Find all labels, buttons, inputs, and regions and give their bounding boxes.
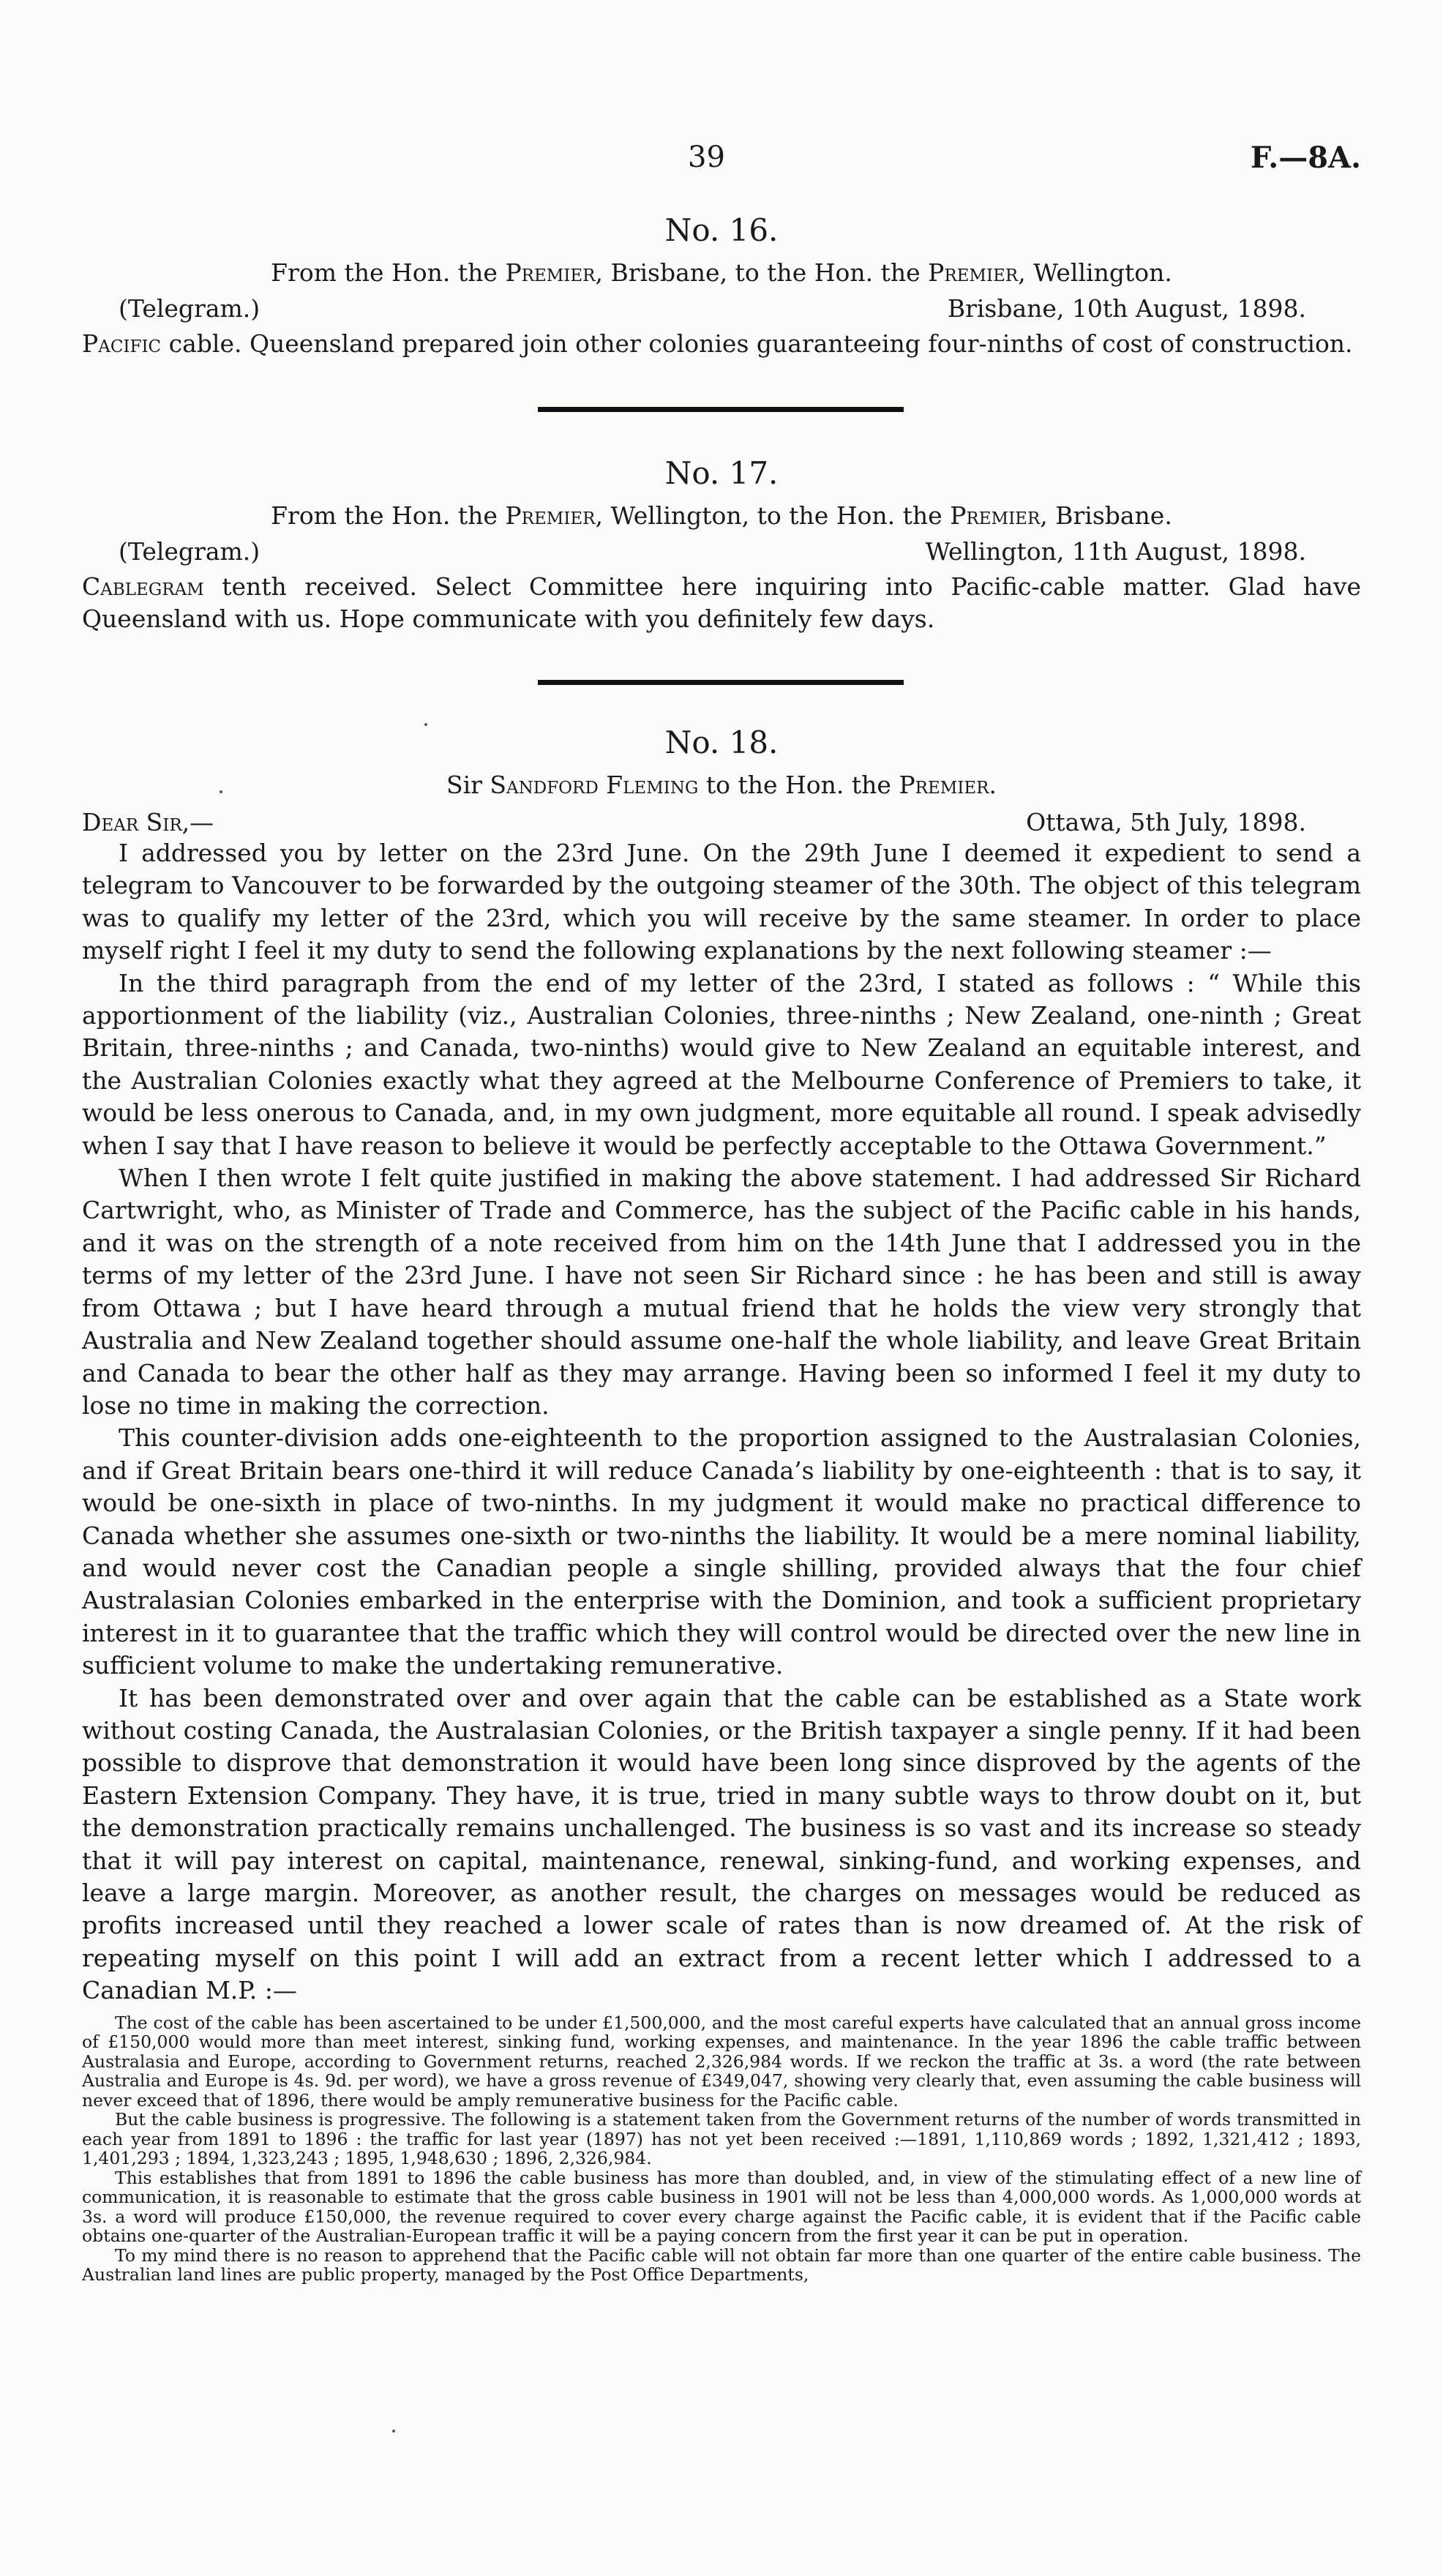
document-reference: F.—8A. — [1250, 141, 1361, 175]
salutation: Dear Sir,— — [82, 808, 214, 836]
dateline: Brisbane, 10th August, 1898. — [947, 294, 1306, 323]
speck — [392, 2430, 395, 2433]
extract-paragraph: To my mind there is no reason to apprehend that the Pacific cable will not obtain far more than one quarter of the entire cable business. The Australian land lines are public property, managed by the Post Office Departments, — [82, 2244, 1361, 2285]
section-heading: No. 17. — [664, 455, 779, 491]
section-from-line: Sir Sandford Fleming to the Hon. the Premier. — [446, 771, 997, 799]
telegram-row — [82, 537, 1361, 571]
section-from-line: From the Hon. the Premier, Wellington, to the Hon. the Premier, Brisbane. — [271, 501, 1172, 530]
section-no16 — [82, 212, 1361, 360]
section-divider — [538, 680, 904, 685]
letter-paragraph: It has been demonstrated over and over again that the cable can be established as a State work without costing Canada, the Australasian Colonies, or the British taxpayer a single penny. If it had been possible to disprove that demonstration it would have been long since disproved by the agents of the Eastern Extension Company. They have, it is true, tried in many subtle ways to throw doubt on it, but the demonstration practically remains unchallenged. The business is so vast and its increase so steady that it will pay interest on capital, maintenance, renewal, sinking-fund, and working expenses, and leave a large margin. Moreover, as another result, the charges on messages would be reduced as profits increased until they reached a lower scale of rates than is now dreamed of. At the risk of repeating myself on this point I will add an extract from a recent letter which I addressed to a Canadian M.P. :— — [82, 1683, 1361, 2005]
section-heading: No. 18. — [664, 724, 779, 760]
salutation-row — [82, 808, 1361, 842]
section-from-line: From the Hon. the Premier, Brisbane, to the Hon. the Premier, Wellington. — [271, 258, 1172, 287]
telegram-row — [82, 294, 1361, 328]
dateline: Ottawa, 5th July, 1898. — [1026, 808, 1306, 836]
page-number: 39 — [688, 141, 725, 174]
message-body: Pacific cable. Queensland prepared join other colonies guaranteeing four-ninths of cost of construction. — [82, 329, 1353, 358]
telegram-label: (Telegram.) — [119, 294, 261, 323]
section-divider — [538, 407, 904, 412]
extract-paragraph: The cost of the cable has been ascertained to be under £1,500,000, and the most careful experts have calculated that an annual gross income of £150,000 would more than meet interest, sinking fund, working expenses, and maintenance. In the year 1896 the cable traffic between Australasia and Europe, according to Government returns, reached 2,326,984 words. If we reckon the traffic at 3s. a word (the rate between Australia and Europe is 4s. 9d. per word), we have a gross revenue of £349,047, showing very clearly that, even assuming the cable business will never exceed that of 1896, there would be amply remunerative business for the Pacific cable. — [82, 2012, 1361, 2111]
section-no18 — [82, 724, 1361, 2285]
letter-paragraph: When I then wrote I felt quite justified in making the above statement. I had addressed Sir Richard Cartwright, who, as Minister of Trade and Commerce, has the subject of the Pacific cable in his hands, and it was on the strength of a note received from him on the 14th June that I addressed you in the terms of my letter of the 23rd June. I have not seen Sir Richard since : he has been and still is away from Ottawa ; but I have heard through a mutual friend that he holds the view very strongly that Australia and New Zealand together should assume one-half the whole liability, and leave Great Britain and Canada to bear the other half as they may arrange. Having been so informed I feel it my duty to lose no time in making the correction. — [82, 1164, 1361, 1420]
page-header — [0, 141, 1443, 184]
message-body: Cablegram tenth received. Select Committee here inquiring into Pacific-cable matter. Glad have Queensland with us. Hope communicate with you definitely few days. — [82, 572, 1361, 634]
letter-paragraph: I addressed you by letter on the 23rd June. On the 29th June I deemed it expedient to send a telegram to Vancouver to be forwarded by the outgoing steamer of the 30th. The object of this telegram was to qualify my letter of the 23rd, which you will receive by the same steamer. In order to place myself right I feel it my duty to send the following explanations by the next following steamer :— — [82, 839, 1361, 965]
dateline: Wellington, 11th August, 1898. — [925, 537, 1306, 566]
section-heading: No. 16. — [664, 212, 779, 248]
letter-paragraph: This counter-division adds one-eighteenth to the proportion assigned to the Australasian Colonies, and if Great Britain bears one-third it will reduce Canada’s liability by one-eighteenth : that is to say, it would be one-sixth in place of two-ninths. In my judgment it would make no practical difference to Canada whether she assumes one-sixth or two-ninths the liability. It would be a mere nominal liability, and would never cost the Canadian people a single shilling, provided always that the four chief Australasian Colonies embarked in the enterprise with the Dominion, and took a sufficient proprietary interest in it to guarantee that the traffic which they will control would be directed over the new line in sufficient volume to make the undertaking remunerative. — [82, 1423, 1361, 1680]
extract-paragraph: This establishes that from 1891 to 1896 the cable business has more than doubled, and, in view of the stimulating effect of a new line of communication, it is reasonable to estimate that the gross cable business in 1901 will not be less than 4,000,000 words. As 1,000,000 words at 3s. a word will produce £150,000, the revenue required to cover every charge against the Pacific cable, it is evident that if the Pacific cable obtains one-quarter of the Australian-European traffic it will be a paying concern from the first year it can be put in operation. — [82, 2167, 1361, 2247]
telegram-label: (Telegram.) — [119, 537, 261, 566]
letter-paragraph: In the third paragraph from the end of my letter of the 23rd, I stated as follows : “ While this apportionment of the liability (viz., Australian Colonies, three-ninths ; New Zealand, one-ninth ; Great Britain, three-ninths ; and Canada, two-ninths) would give to New Zealand an equitable interest, and the Australian Colonies exactly what they agreed at the Melbourne Conference of Premiers to take, it would be less onerous to Canada, and, in my own judgment, more equitable all round. I speak advisedly when I say that I have reason to believe it would be perfectly acceptable to the Ottawa Government.” — [82, 968, 1361, 1160]
extract-paragraph: But the cable business is progressive. The following is a statement taken from the Government returns of the number of words transmitted in each year from 1891 to 1896 : the traffic for last year (1897) has not yet been received :—1891, 1,110,869 words ; 1892, 1,321,412 ; 1893, 1,401,293 ; 1894, 1,323,243 ; 1895, 1,948,630 ; 1896, 2,326,984. — [82, 2109, 1361, 2169]
section-no17 — [82, 455, 1361, 636]
